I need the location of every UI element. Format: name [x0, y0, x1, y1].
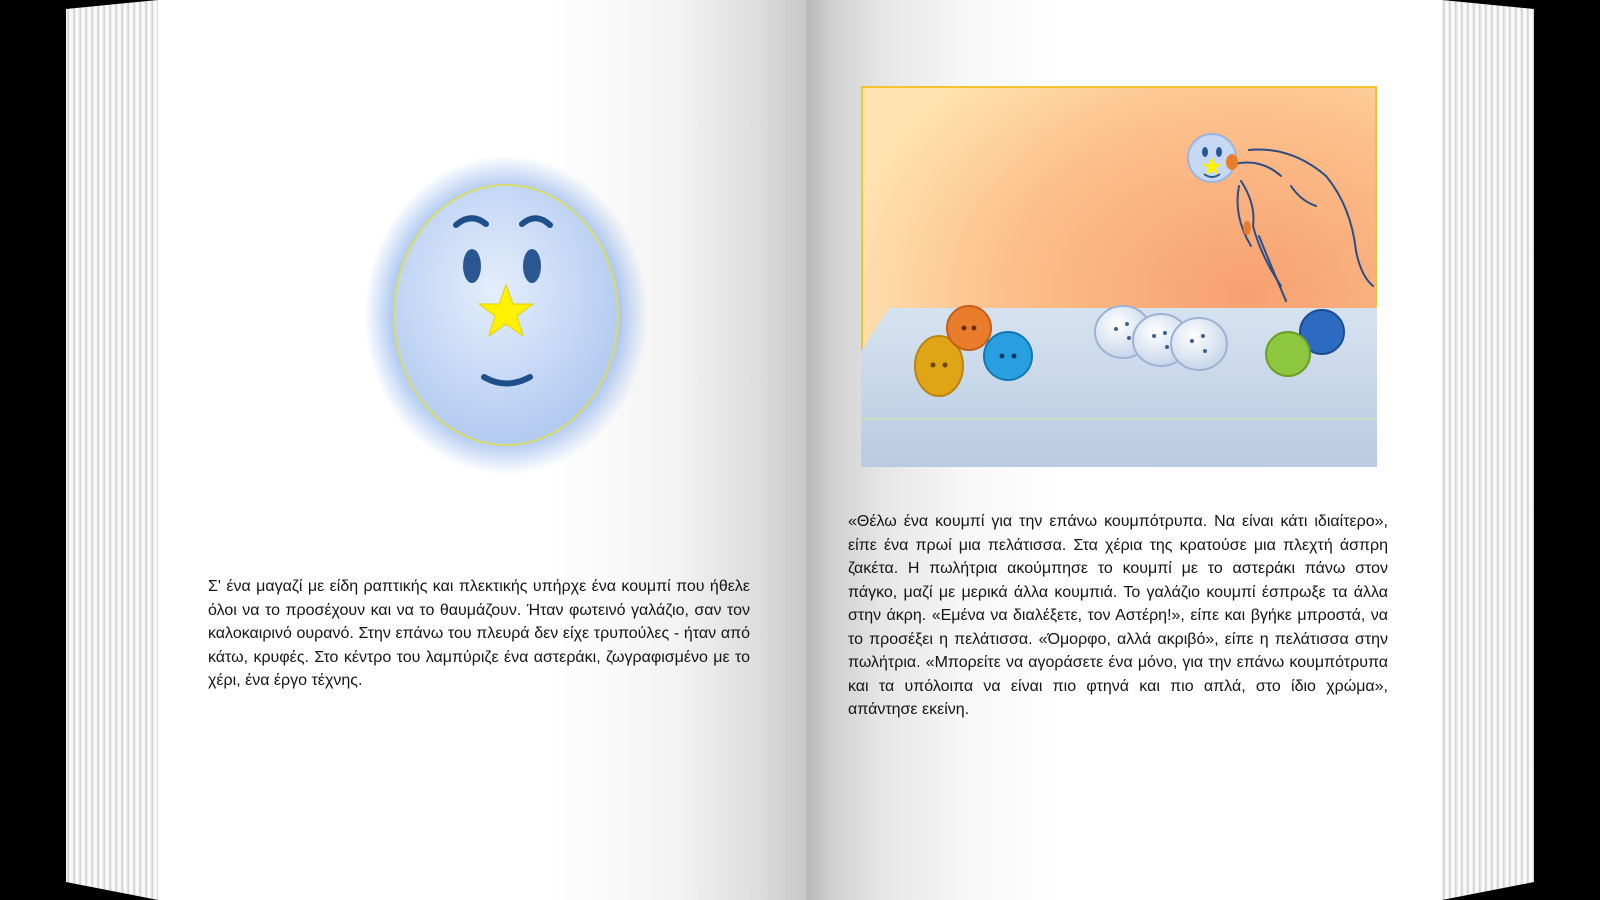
star-button-illustration [356, 150, 656, 480]
blue-button-icon [984, 332, 1032, 380]
orange-button-icon [947, 306, 991, 350]
left-page[interactable] [158, 0, 806, 900]
right-page[interactable] [806, 0, 1442, 900]
shop-counter-illustration [861, 86, 1377, 467]
right-page-paragraph: «Θέλω ένα κουμπί για την επάνω κουμπότρυπα. Να είναι κάτι ιδιαίτερο», είπε ένα πρωί μια πελάτισσα. Στα χέρια της κρατούσε μια πλεχτή άσπρη ζακέτα. Η πωλήτρια ακούμπησε το κουμπί με το αστεράκι πάνω στον πάγκο, μαζί με μερικά άλλα κουμπιά. Το γαλάζιο κουμπί έσπρωξε τα άλλα στην άκρη. «Εμένα να διαλέξετε, τον Αστέρη!», είπε και βγήκε μπροστά, να το προσέξει η πελάτισσα. «Όμορφο, αλλά ακριβό», είπε η πελάτισσα στην πωλήτρια. «Μπορείτε να αγοράσετε ένα μόνο, για την επάνω κουμπότρυπα και τα υπόλοιπα να είναι πιο φτηνά και πιο απλά, στο ίδιο χρώμα», απάντησε εκείνη. [848, 513, 1388, 718]
left-page-stack[interactable] [58, 0, 158, 900]
left-page-paragraph: Σ' ένα μαγαζί με είδη ραπτικής και πλεκτικής υπήρχε ένα κουμπί που ήθελε όλοι να το προσέχουν και να το θαυμάζουν. Ήταν φωτεινό γαλάζιο, σαν τον καλοκαιρινό ουρανό. Στην επάνω του πλευρά δεν είχε τρυπούλες - ήταν από κάτω, κρυφές. Στο κέντρο του λαμπύριζε ένα αστεράκι, ζωγραφισμένο με το χέρι, ένα έργο τέχνης. [208, 578, 750, 689]
right-page-stack[interactable] [1442, 0, 1542, 900]
green-button-icon [1266, 332, 1310, 376]
